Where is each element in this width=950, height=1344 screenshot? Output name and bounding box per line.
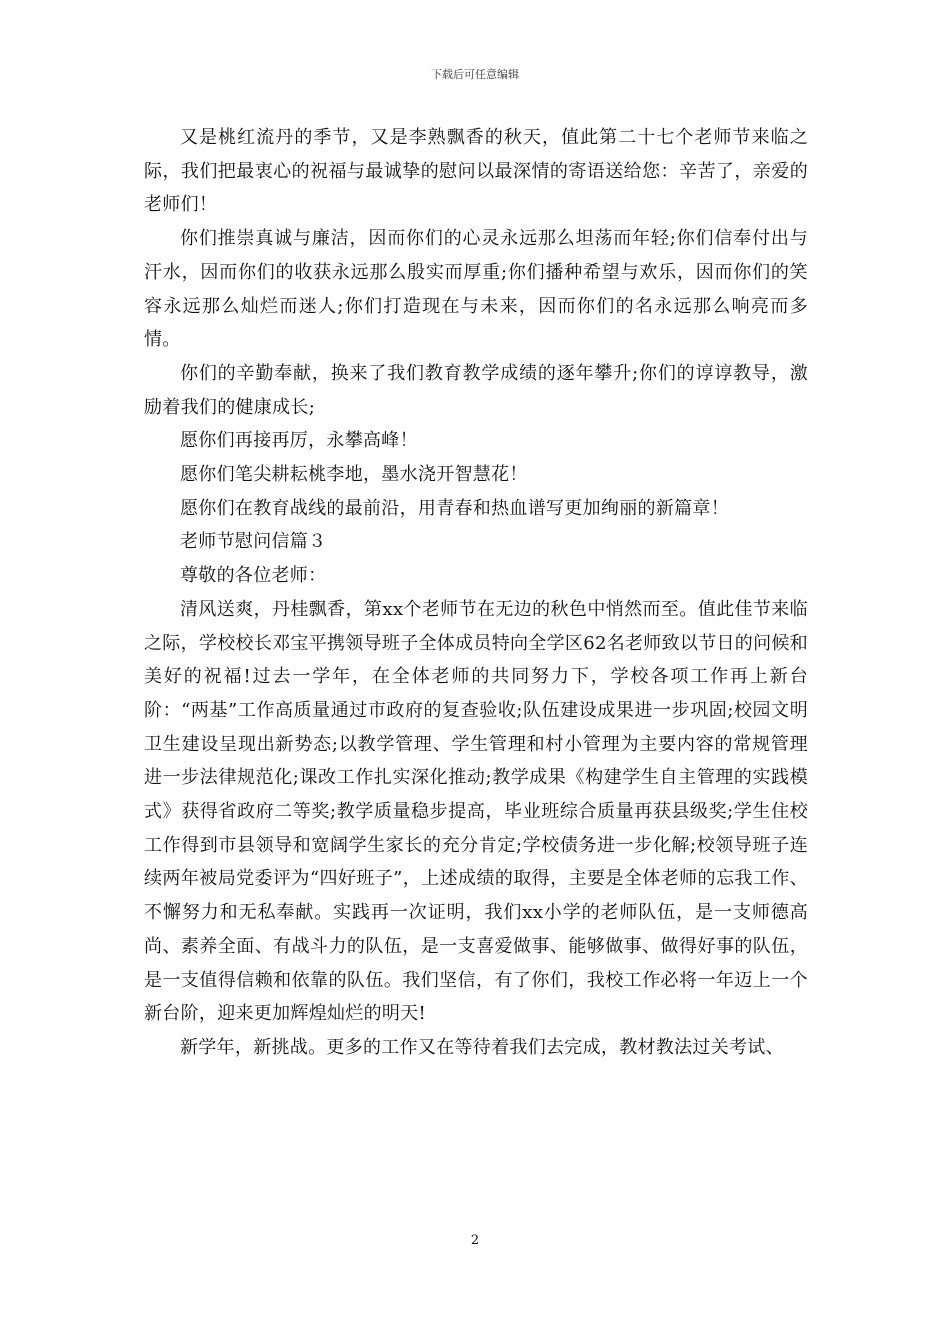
page-header: 下载后可任意编辑: [431, 68, 519, 81]
paragraph: 愿你们在教育战线的最前沿，用青春和热血谱写更加绚丽的新篇章！: [180, 497, 729, 519]
paragraph: 愿你们再接再厉，永攀高峰！: [180, 430, 418, 452]
paragraph: 清风送爽，丹桂飘香，第xx个老师节在无边的秋色中悄然而至。值此佳节来临之际，学校校长邓宝平携领导班子全体成员特向全学区62名老师致以节日的问候和美好的祝福!过去一学年，在全体老师的共同努力下，学校各项工作再上新台阶：“两基”工作高质量通过市政府的复查验收;队伍建设成果进一步巩固;校园文明卫生建设呈现出新势态;以教学管理、学生管理和村小管理为主要内容的常规管理进一步法律规范化;课改工作扎实深化推动;教学成果《构建学生自主管理的实践模式》获得省政府二等奖;教学质量稳步提高，毕业班综合质量再获县级奖;学生住校工作得到市县领导和宽阔学生家长的充分肯定;学校债务进一步化解;校领导班子连续两年被局党委评为“四好班子”，上述成绩的取得，主要是全体老师的忘我工作、不懈努力和无私奉献。实践再一次证明，我们xx小学的老师队伍，是一支师德高尚、素养全面、有战斗力的队伍，是一支喜爱做事、能够做事、做得好事的队伍，是一支值得信赖和依靠的队伍。我们坚信，有了你们，我校工作必将一年迈上一个新台阶，迎来更加辉煌灿烂的明天!: [144, 598, 809, 1025]
paragraph: 你们的辛勤奉献，换来了我们教育教学成绩的逐年攀升;你们的谆谆教导，激励着我们的健康成长;: [144, 362, 808, 418]
section-title: 老师节慰问信篇３: [180, 531, 327, 553]
paragraph: 又是桃红流丹的季节，又是李熟飘香的秋天，值此第二十七个老师节来临之际，我们把最衷心的祝福与最诚挚的慰问以最深情的寄语送给您：辛苦了，亲爱的老师们！: [144, 127, 808, 216]
paragraph: 愿你们笔尖耕耘桃李地，墨水浇开智慧花！: [180, 464, 528, 486]
page-number: 2: [470, 1233, 480, 1248]
document-body: [144, 121, 808, 1065]
paragraph: 新学年，新挑战。更多的工作又在等待着我们去完成，教材教法过关考试、: [180, 1036, 784, 1058]
salutation: 尊敬的各位老师：: [180, 565, 327, 587]
paragraph: 你们推崇真诚与廉洁，因而你们的心灵永远那么坦荡而年轻;你们信奉付出与汗水，因而你们的收获永远那么殷实而厚重;你们播种希望与欢乐，因而你们的笑容永远那么灿烂而迷人;你们打造现在与未来，因而你们的名永远那么响亮而多情。: [144, 228, 808, 351]
